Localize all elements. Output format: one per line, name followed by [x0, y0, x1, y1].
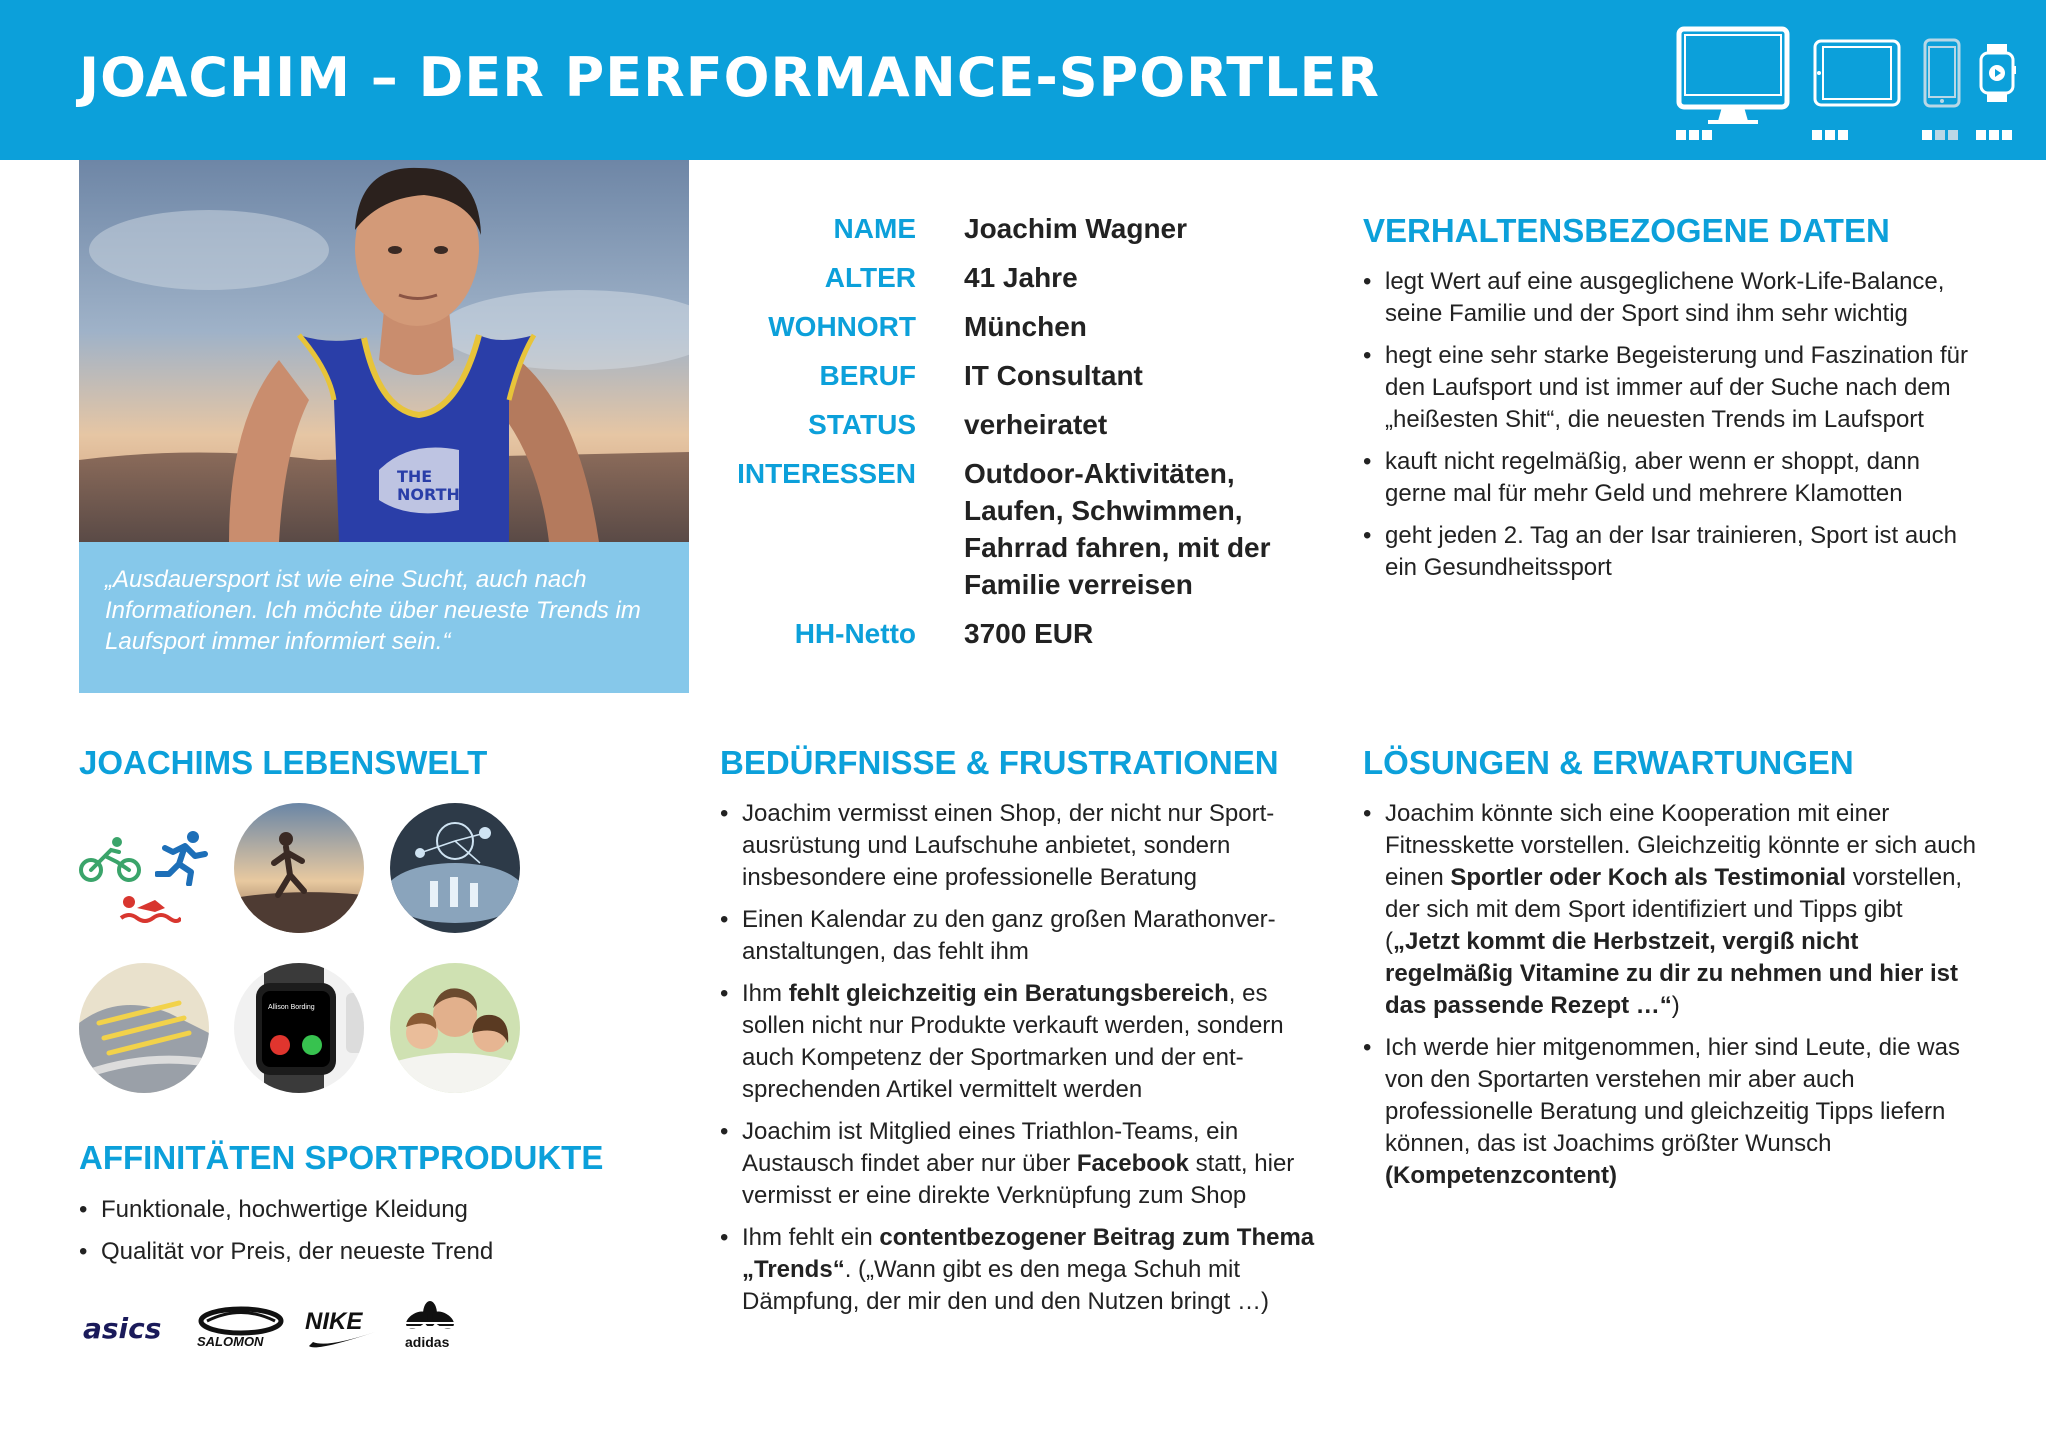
profile-row-residence — [700, 308, 1340, 345]
list-item — [720, 1222, 1330, 1318]
salomon-mark-icon — [197, 1306, 285, 1336]
salomon-logo — [197, 1306, 285, 1356]
text-segment: Einen Kalendar zu den ganz großen Marathonveranstaltungen, das fehlt ihm — [742, 906, 1276, 965]
bold-text: Facebook — [1076, 1150, 1189, 1177]
behavior-list — [1363, 266, 1983, 594]
tablet-icon — [1812, 38, 1902, 108]
profile-row-age — [700, 259, 1340, 296]
solutions-title: LÖSUNGEN & ERWARTUNGEN — [1363, 744, 1854, 781]
profile-value: 41 Jahre — [964, 262, 1078, 293]
profile-label: STATUS — [808, 409, 916, 440]
text-segment: . („Wann gibt es den mega Schuh mit Dämpfung, der mir den und den Nutzen bringt …) — [742, 1256, 1269, 1315]
family-image — [390, 963, 520, 1093]
profile-value: München — [964, 311, 1087, 342]
profile-label: NAME — [833, 213, 916, 244]
list-item — [720, 978, 1330, 1106]
runner-sunset-image — [234, 803, 364, 933]
phone-dots-icon — [1922, 130, 1962, 142]
profile-value: verheiratet — [964, 409, 1108, 440]
adidas-logo — [405, 1300, 461, 1358]
profile-label: HH-Netto — [794, 618, 916, 649]
page-title: JOACHIM – DER PERFORMANCE-SPORTLER — [79, 46, 1380, 109]
nike-logo — [305, 1308, 375, 1352]
bold-text: (Kompetenzcontent) — [1385, 1162, 1617, 1189]
list-item — [1363, 1032, 1983, 1192]
text-segment: Ihm fehlt ein — [742, 1224, 880, 1251]
list-item: • Qualität vor Preis, der neueste Trend — [79, 1236, 619, 1268]
profile-label: BERUF — [819, 360, 916, 391]
bold-text: „Jetzt kommt die Herbstzeit, vergiß nicht regelmäßig Vitamine zu dir zu nehmen und hier ist das passende Rezept …“ — [1385, 928, 1958, 1019]
profile-value: 3700 EUR — [964, 618, 1094, 649]
list-item: • legt Wert auf eine ausgeglichene Work-Life-Balance, seine Familie und der Sport sind ihm sehr wichtig — [1363, 266, 1983, 330]
profile-row-name — [700, 210, 1340, 247]
text-segment: Joachim könnte sich eine Kooperation mit einer Fitnesskette vorstellen. Gleichzeitig könnte er sich auch einen — [1385, 800, 1976, 891]
needs-list — [720, 798, 1330, 1328]
text-segment: , es sollen nicht nur Produkte verkauft werden, sondern auch Kompetenz der Sportmarken und der entsprechenden Artikel vermittelt werden — [742, 980, 1284, 1103]
svg-text:THE: THE — [397, 467, 433, 486]
affinities-list — [79, 1194, 619, 1278]
brand-logos — [79, 1300, 479, 1360]
profile-value: Outdoor-Aktivitäten, Laufen, Schwimmen, Fahrrad fahren, mit der Familie verreisen — [964, 458, 1271, 600]
list-item — [720, 904, 1330, 968]
svg-text:NORTH: NORTH — [397, 485, 460, 504]
list-item: • kauft nicht regelmäßig, aber wenn er shoppt, dann gerne mal für mehr Geld und mehrere Klamotten — [1363, 446, 1983, 510]
watch-caller-name: Allison Bording — [268, 1004, 315, 1011]
bold-text: fehlt gleichzeitig ein Beratungsbereich — [788, 980, 1229, 1007]
asics-logo: asics — [83, 1312, 162, 1345]
watch-icon — [1978, 44, 2018, 102]
list-item: • geht jeden 2. Tag an der Isar trainieren, Sport ist auch ein Gesundheitssport — [1363, 520, 1983, 584]
text-segment: statt, hier vermisst er eine direkte Verknüpfung zum Shop — [742, 1150, 1295, 1209]
phone-icon — [1922, 38, 1962, 108]
list-item: • Funktionale, hochwertige Kleidung — [79, 1194, 619, 1226]
text-segment: Ihm — [742, 980, 789, 1007]
nike-wordmark: NIKE — [305, 1308, 363, 1335]
persona-quote: „Ausdauersport ist wie eine Sucht, auch nach Informationen. Ich möchte über neueste Trends im Laufsport immer informiert sein.“ — [79, 542, 689, 693]
device-icons — [1646, 0, 2046, 160]
running-shoe-image — [79, 963, 209, 1093]
lebenswelt-title: JOACHIMS LEBENSWELT — [79, 744, 488, 781]
profile-label: WOHNORT — [768, 311, 916, 342]
lebenswelt-images — [79, 803, 529, 1093]
persona-photo — [79, 160, 689, 542]
behavior-title: VERHALTENSBEZOGENE DATEN — [1363, 212, 1890, 249]
profile-label: ALTER — [824, 262, 916, 293]
bold-text: contentbezogener Beitrag zum Thema „Trends“ — [742, 1224, 1315, 1283]
profile-value: IT Consultant — [964, 360, 1143, 391]
header-bar — [0, 0, 2046, 160]
adidas-wordmark: adidas — [405, 1334, 450, 1350]
desktop-icon — [1676, 26, 1790, 136]
list-item — [1363, 798, 1983, 1022]
solutions-list — [1363, 798, 1983, 1202]
profile-value: Joachim Wagner — [964, 213, 1188, 244]
text-segment: vorstellen, der sich mit dem Sport identifiziert und Tipps gibt ( — [1385, 864, 1963, 955]
nike-swoosh-icon — [307, 1330, 377, 1350]
tablet-dots-icon — [1812, 130, 1852, 142]
watch-dots-icon — [1976, 130, 2016, 142]
desktop-dots-icon — [1676, 130, 1716, 142]
salomon-wordmark: SALOMON — [197, 1334, 264, 1349]
tech-network-image — [390, 803, 520, 933]
smartwatch-call-image — [234, 963, 364, 1093]
list-item: • hegt eine sehr starke Begeisterung und Faszination für den Laufsport und ist immer auf der Suche nach dem „heißesten Shit“, die neuesten Trends im Laufsport — [1363, 340, 1983, 436]
affinities-title: AFFINITÄTEN SPORTPRODUKTE — [79, 1139, 604, 1176]
list-item — [720, 798, 1330, 894]
needs-title: BEDÜRFNISSE & FRUSTRATIONEN — [720, 744, 1279, 781]
profile-row-status — [700, 406, 1340, 443]
list-item — [720, 1116, 1330, 1212]
profile-row-income — [700, 615, 1340, 652]
text-segment: Joachim ist Mitglied eines Triathlon-Teams, ein Austausch findet aber nur über — [742, 1118, 1239, 1177]
bold-text: Sportler oder Koch als Testimonial — [1450, 864, 1847, 891]
profile-label: INTERESSEN — [737, 458, 916, 489]
text-segment: Joachim vermisst einen Shop, der nicht nur Sportausrüstung und Laufschuhe anbietet, sondern insbesondere eine professionelle Beratung — [742, 800, 1275, 891]
text-segment: ) — [1671, 992, 1680, 1019]
text-segment: Ich werde hier mitgenommen, hier sind Leute, die was von den Sportarten verstehen mir aber auch professionelle Beratung und gleichzeitig Tipps liefern können, das ist Joachims größter Wunsch — [1385, 1034, 1960, 1157]
profile-row-interests — [700, 455, 1340, 603]
profile-table — [700, 210, 1340, 664]
profile-row-job — [700, 357, 1340, 394]
adidas-trefoil-icon — [405, 1300, 455, 1334]
